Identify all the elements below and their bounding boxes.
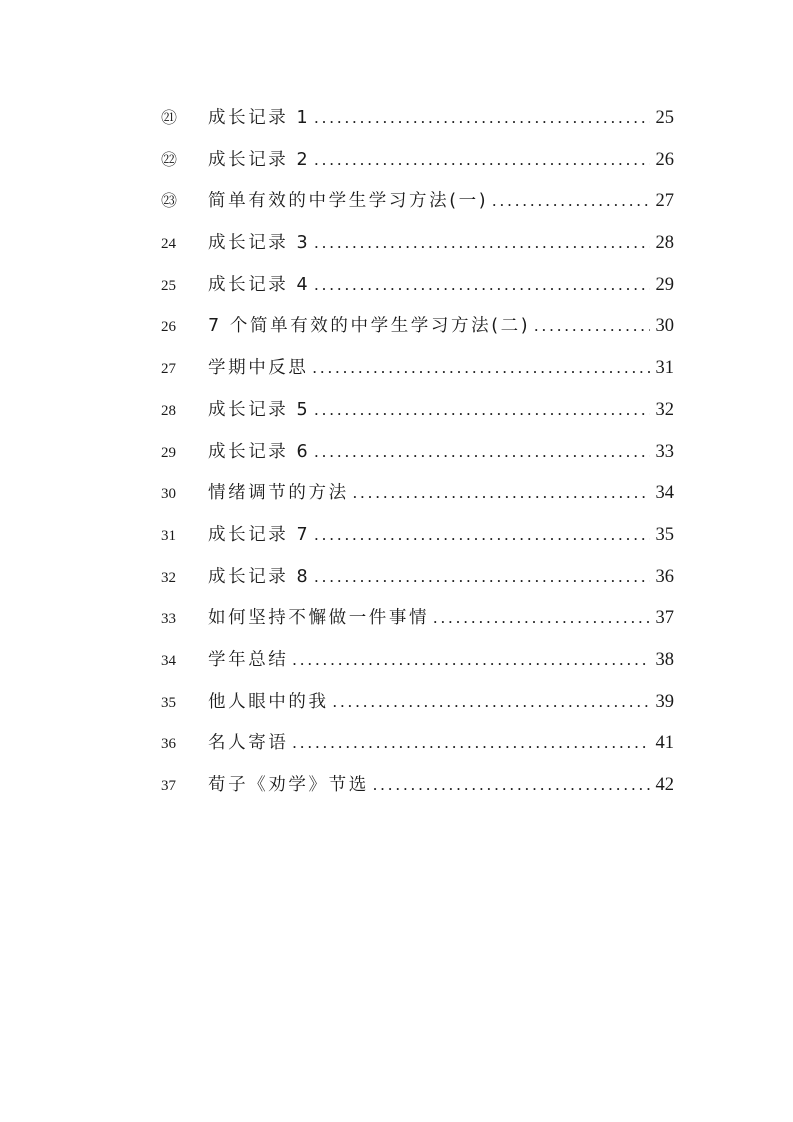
toc-entry-number: 25	[161, 277, 176, 294]
toc-entry[interactable]	[160, 305, 674, 347]
toc-entry-page: 28	[655, 233, 674, 254]
toc-entry-number: 32	[161, 569, 176, 586]
toc-entry-number: ㉓	[161, 193, 178, 211]
toc-entry-page: 41	[655, 733, 674, 754]
toc-entry-number: 35	[161, 694, 176, 711]
toc-entry[interactable]	[160, 389, 674, 431]
toc-entry[interactable]	[160, 639, 674, 681]
toc-entry-title: 成长记录 4	[208, 274, 311, 295]
toc-entry-page: 39	[655, 691, 674, 712]
toc-entry-page: 29	[655, 274, 674, 295]
dot-leader	[314, 514, 649, 556]
toc-entry-title: 成长记录 5	[208, 399, 311, 420]
toc-entry-page: 32	[655, 399, 674, 420]
toc-entry-title: 成长记录 6	[208, 441, 311, 462]
toc-entry[interactable]	[160, 139, 674, 181]
toc-entry[interactable]	[160, 764, 674, 806]
toc-entry-number: 27	[161, 361, 176, 378]
toc-entry-number: 30	[161, 486, 176, 503]
toc-entry-page: 27	[655, 191, 674, 212]
toc-entry-page: 25	[655, 108, 674, 128]
toc-entry-title: 学年总结	[208, 649, 289, 670]
toc-entry[interactable]	[160, 431, 674, 473]
toc-entry-number: 33	[161, 611, 176, 628]
toc-entry-title: 情绪调节的方法	[208, 483, 349, 504]
dot-leader	[314, 139, 649, 181]
toc-entry-number: 28	[161, 402, 176, 419]
toc-entry[interactable]	[160, 222, 674, 264]
toc-entry-title: 7 个简单有效的中学生学习方法(二)	[208, 316, 531, 337]
toc-entry-page: 37	[655, 608, 674, 629]
dot-leader	[353, 472, 650, 514]
dot-leader	[333, 681, 650, 723]
toc-entry[interactable]	[160, 180, 674, 222]
toc-entry-number: 34	[161, 652, 176, 669]
dot-leader	[314, 97, 649, 139]
dot-leader	[314, 556, 649, 598]
dot-leader	[292, 722, 649, 764]
toc-entry-title: 成长记录 3	[208, 233, 311, 254]
dot-leader	[314, 222, 649, 264]
dot-leader	[433, 597, 649, 639]
dot-leader	[534, 305, 649, 347]
toc-entry-page: 31	[655, 358, 674, 379]
toc-entry[interactable]	[160, 681, 674, 723]
toc-entry-page: 38	[655, 649, 674, 670]
toc-entry[interactable]	[160, 722, 674, 764]
toc-entry[interactable]	[160, 264, 674, 306]
toc-entry[interactable]	[160, 97, 674, 139]
toc-entry[interactable]	[160, 472, 674, 514]
dot-leader	[314, 431, 649, 473]
toc-entry-number: 31	[161, 527, 176, 544]
toc-entry-page: 42	[655, 775, 674, 795]
dot-leader	[313, 347, 650, 389]
dot-leader	[314, 389, 649, 431]
toc-entry-title: 成长记录 2	[208, 149, 311, 170]
toc-entry-number: 36	[161, 736, 176, 753]
toc-entry-page: 35	[655, 524, 674, 545]
toc-entry-page: 26	[655, 149, 674, 170]
toc-entry-page: 34	[655, 483, 674, 504]
toc-entry-number: 37	[161, 778, 176, 794]
toc-entry-title: 如何坚持不懈做一件事情	[208, 608, 430, 629]
dot-leader	[373, 764, 650, 806]
toc-entry[interactable]	[160, 514, 674, 556]
toc-entry-title: 成长记录 1	[208, 108, 311, 128]
toc-entry-title: 成长记录 8	[208, 566, 311, 587]
toc-entry-title: 荀子《劝学》节选	[208, 775, 369, 795]
toc-entry-number: 29	[161, 444, 176, 461]
toc-entry[interactable]	[160, 597, 674, 639]
toc-entry-title: 他人眼中的我	[208, 691, 329, 712]
toc-entry-number: ㉒	[161, 151, 178, 169]
dot-leader	[314, 264, 649, 306]
toc-entry-page: 33	[655, 441, 674, 462]
toc-entry-page: 36	[655, 566, 674, 587]
toc-entry[interactable]	[160, 556, 674, 598]
table-of-contents	[160, 97, 674, 806]
dot-leader	[292, 639, 649, 681]
toc-entry-number: 26	[161, 319, 176, 336]
toc-entry-title: 简单有效的中学生学习方法(一)	[208, 191, 489, 212]
toc-entry[interactable]	[160, 347, 674, 389]
toc-entry-number: ㉑	[161, 110, 178, 127]
toc-entry-title: 成长记录 7	[208, 524, 311, 545]
toc-entry-number: 24	[161, 236, 176, 253]
dot-leader	[492, 180, 649, 222]
toc-entry-title: 学期中反思	[208, 358, 309, 379]
toc-entry-title: 名人寄语	[208, 733, 289, 754]
toc-entry-page: 30	[655, 316, 674, 337]
